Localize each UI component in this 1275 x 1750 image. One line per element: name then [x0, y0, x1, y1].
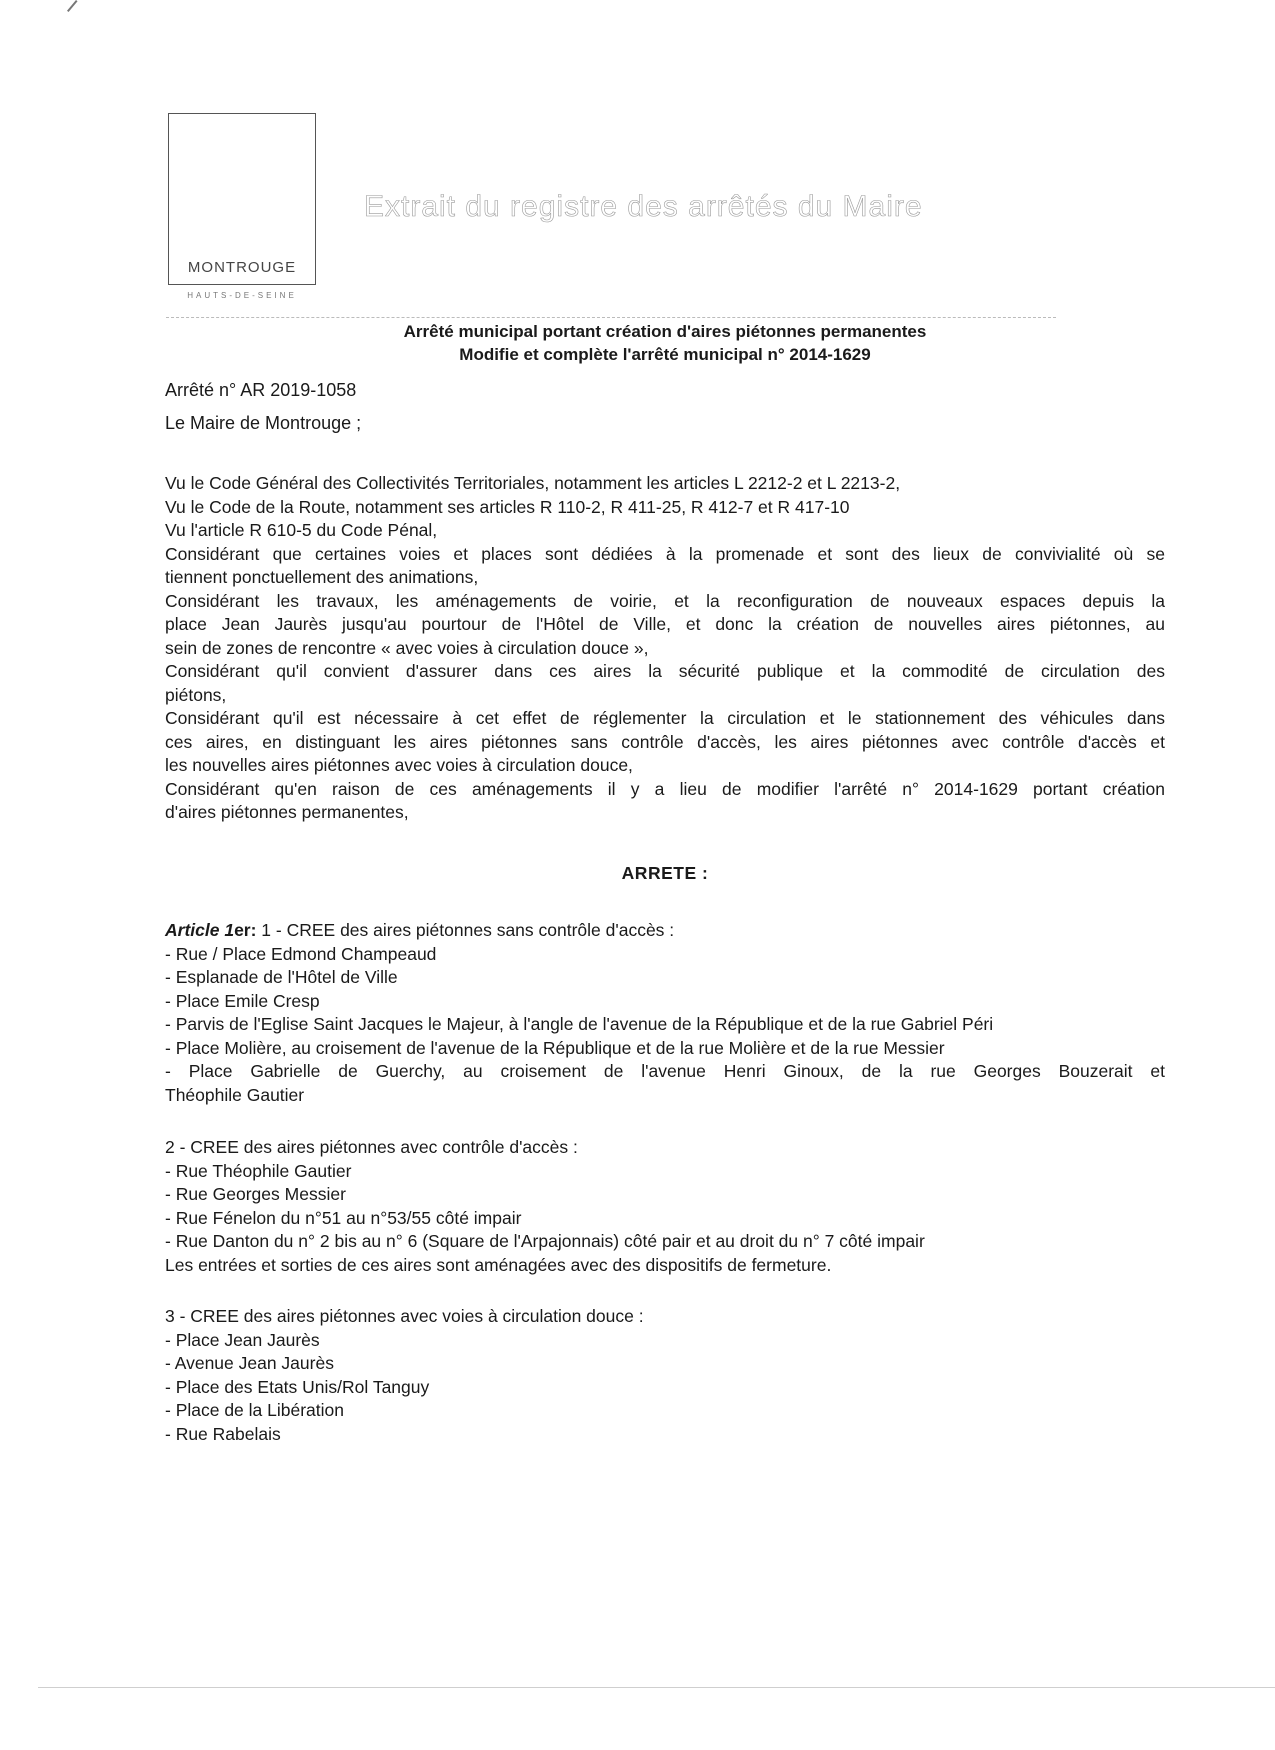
list-item: - Rue Georges Messier	[165, 1184, 346, 1204]
article-label: Article 1	[165, 920, 235, 940]
part-2-heading: 2 - CREE des aires piétonnes avec contrôle d'accès :	[165, 1137, 578, 1157]
scan-mark	[67, 0, 78, 12]
list-item: - Rue Fénelon du n°51 au n°53/55 côté impair	[165, 1207, 522, 1228]
considerant-4: Considérant qu'il est nécessaire à cet effet de réglementer la circulation et le stationnement des véhicules dans	[165, 708, 1165, 728]
document-title	[260, 320, 1070, 366]
considerant-2-end: sein de zones de rencontre « avec voies à circulation douce »,	[165, 637, 649, 658]
list-item: - Place des Etats Unis/Rol Tanguy	[165, 1376, 430, 1397]
header-divider	[166, 317, 1056, 318]
list-item: - Avenue Jean Jaurès	[165, 1353, 334, 1373]
considerant-5-end: d'aires piétonnes permanentes,	[165, 802, 409, 822]
maire-line: Le Maire de Montrouge ;	[165, 413, 362, 433]
list-item-cont: Théophile Gautier	[165, 1084, 305, 1105]
list-item: - Place de la Libération	[165, 1400, 344, 1420]
part-1-heading: 1 - CREE des aires piétonnes sans contrôle d'accès :	[256, 920, 675, 940]
list-item: - Place Jean Jaurès	[165, 1329, 320, 1350]
list-item: - Esplanade de l'Hôtel de Ville	[165, 967, 398, 987]
title-line-2: Modifie et complète l'arrêté municipal n° 2014-1629	[459, 345, 871, 364]
vu-cgct: Vu le Code Général des Collectivités Territoriales, notamment les articles L 2212-2 et L 2213-2,	[165, 473, 901, 493]
considerant-3-end: piétons,	[165, 684, 227, 705]
considerant-3: Considérant qu'il convient d'assurer dans ces aires la sécurité publique et la commodité de circulation des	[165, 661, 1165, 681]
list-item: - Rue / Place Edmond Champeaud	[165, 943, 437, 964]
considerant-2: Considérant les travaux, les aménagements de voirie, et la reconfiguration de nouveaux espaces depuis la	[165, 590, 1165, 611]
logo-subtitle: HAUTS-DE-SEINE	[187, 291, 297, 300]
arrete-number: Arrêté n° AR 2019-1058	[165, 380, 357, 400]
register-title: Extrait du registre des arrêtés du Maire	[364, 190, 923, 223]
scan-edge	[38, 1687, 1275, 1688]
title-line-1: Arrêté municipal portant création d'aires piétonnes permanentes	[403, 322, 927, 341]
intro	[165, 374, 1165, 440]
article-1-heading	[165, 919, 1165, 943]
list-item: - Rue Rabelais	[165, 1423, 281, 1444]
article-1-part-1	[165, 919, 1165, 1107]
considerant-4-cont: ces aires, en distinguant les aires piétonnes sans contrôle d'accès, les aires piétonnes avec contrôle d'accès et	[165, 731, 1165, 752]
list-item: - Place Emile Cresp	[165, 990, 320, 1011]
considerant-1-cont: tiennent ponctuellement des animations,	[165, 567, 479, 587]
montrouge-logo	[168, 113, 316, 285]
arrete-heading: ARRETE :	[621, 863, 709, 883]
considerant-1: Considérant que certaines voies et places sont dédiées à la promenade et sont des lieux de convivialité où se	[165, 543, 1165, 564]
considerant-5: Considérant qu'en raison de ces aménagements il y a lieu de modifier l'arrêté n° 2014-1629 portant création	[165, 778, 1165, 799]
vu-code-penal: Vu l'article R 610-5 du Code Pénal,	[165, 520, 438, 540]
logo-name: MONTROUGE	[187, 259, 297, 276]
considerant-4-end: les nouvelles aires piétonnes avec voies à circulation douce,	[165, 755, 633, 775]
list-item: - Rue Danton du n° 2 bis au n° 6 (Square de l'Arpajonnais) côté pair et au droit du n° 7 côté impair	[165, 1231, 925, 1251]
list-item: - Parvis de l'Eglise Saint Jacques le Majeur, à l'angle de l'avenue de la République et de la rue Gabriel Péri	[165, 1014, 994, 1034]
considerant-2-cont: place Jean Jaurès jusqu'au pourtour de l'Hôtel de Ville, et donc la création de nouvelles aires piétonnes, au	[165, 614, 1165, 634]
preamble	[165, 472, 1165, 825]
vu-code-route: Vu le Code de la Route, notamment ses articles R 110-2, R 411-25, R 412-7 et R 417-10	[165, 496, 850, 517]
article-label-suffix: er:	[234, 920, 257, 940]
list-item: - Rue Théophile Gautier	[165, 1160, 352, 1181]
article-1-part-3	[165, 1305, 1165, 1446]
part-3-heading: 3 - CREE des aires piétonnes avec voies à circulation douce :	[165, 1306, 644, 1326]
part-2-note: Les entrées et sorties de ces aires sont aménagées avec des dispositifs de fermeture.	[165, 1254, 832, 1275]
list-item: - Place Molière, au croisement de l'avenue de la République et de la rue Molière et de la rue Messier	[165, 1037, 945, 1058]
list-item: - Place Gabrielle de Guerchy, au croisement de l'avenue Henri Ginoux, de la rue Georges Bouzerait et	[165, 1061, 1165, 1081]
article-1-part-2	[165, 1136, 1165, 1277]
